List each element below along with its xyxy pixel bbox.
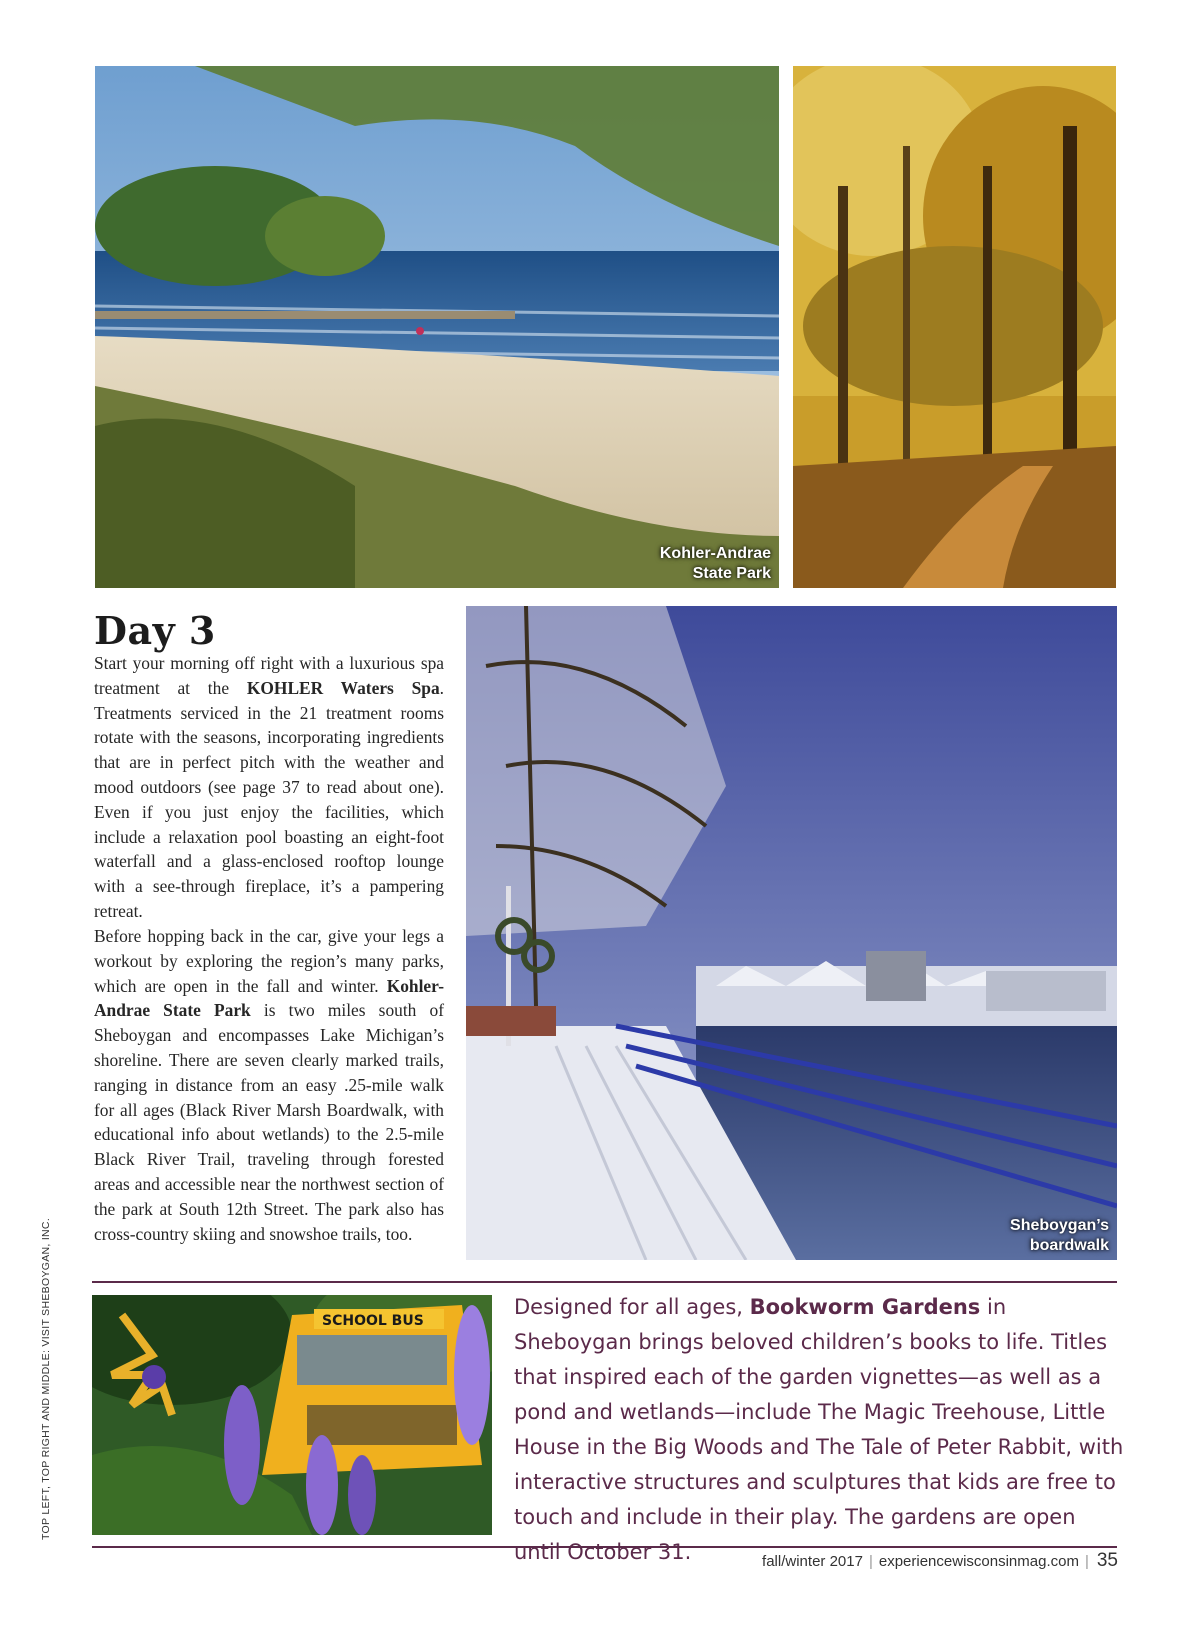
p2-text-b: is two miles south of Sheboygan and encompasses Lake Michigan’s shoreline. There are seven clearly marked trails, ranging in distance from an easy .25-mile walk for all ages (Black River Marsh Boardwalk, with educational info about wetlands) to the 2.5-mile Black River Trail, traveling through forested areas and accessible near the northwest section of the park at South 12th Street. The park also has cross-country skiing and snowshoe trails, too. — [94, 1000, 444, 1244]
footer-issue: fall/winter 2017 — [762, 1553, 863, 1570]
forest-photo — [793, 66, 1116, 588]
beach-caption-line1: Kohler-Andrae — [659, 545, 771, 562]
beach-caption-line2: State Park — [692, 565, 771, 582]
bookworm-gardens-callout — [514, 1290, 1124, 1570]
section-divider-top — [92, 1281, 1117, 1283]
article-paragraph-1 — [94, 651, 444, 924]
boardwalk-caption-line2: boardwalk — [1029, 1237, 1109, 1254]
kohler-andrae-bold: Kohler-Andrae State Park — [94, 975, 444, 1021]
callout-text-a: Designed for all ages, — [514, 1295, 750, 1319]
boardwalk-caption-line1: Sheboygan’s — [1010, 1217, 1109, 1234]
boardwalk-photo-illustration — [466, 606, 1117, 1260]
p2-text-a: Before hopping back in the car, give your legs a workout by exploring the region’s many parks, which are open in the fall and winter. — [94, 926, 444, 996]
p1-text-b: . Treatments serviced in the 21 treatment rooms rotate with the seasons, incorporating ingredients that are in perfect pitch with the weather and mood outdoors (see page 37 to read about one). Even if you just enjoy the facilities, which include a relaxation pool boasting an eight-foot waterfall and a glass-enclosed rooftop lounge with a see-through fireplace, it’s a pampering retreat. — [94, 677, 444, 921]
bookworm-gardens-bold: Bookworm Gardens — [749, 1295, 981, 1319]
day-heading: Day 3 — [94, 608, 216, 653]
p1-text-a: Start your morning off right with a luxurious spa treatment at the — [94, 653, 444, 698]
page-footer — [762, 1550, 1118, 1572]
forest-photo-illustration — [793, 66, 1116, 588]
callout-text-b: in Sheboygan brings beloved children’s books to life. Titles that inspired each of the garden vignettes—as well as a pond and wetlands—include The Magic Treehouse, Little House in the Big Woods and The Tale of Peter Rabbit, with interactive structures and sculptures that kids are free to touch and include in their play. The gardens are open until October 31. — [514, 1295, 1124, 1564]
boardwalk-caption — [1010, 1216, 1109, 1256]
page-number: 35 — [1096, 1550, 1118, 1571]
article-paragraph-2 — [94, 924, 444, 1246]
footer-separator-2: | — [1084, 1553, 1089, 1570]
bookworm-gardens-photo-illustration — [92, 1295, 492, 1535]
footer-separator-1: | — [868, 1553, 873, 1570]
beach-photo — [95, 66, 779, 588]
photo-credit: TOP LEFT, TOP RIGHT AND MIDDLE: VISIT SHEBOYGAN, INC. — [40, 1217, 52, 1540]
footer-site: experiencewisconsinmag.com — [878, 1553, 1079, 1570]
school-bus-sign: SCHOOL BUS — [322, 1313, 424, 1329]
beach-caption — [660, 544, 771, 584]
bookworm-gardens-photo — [92, 1295, 492, 1535]
beach-photo-illustration — [95, 66, 779, 588]
kohler-waters-spa-bold: KOHLER Waters Spa — [246, 677, 440, 698]
boardwalk-photo — [466, 606, 1117, 1260]
